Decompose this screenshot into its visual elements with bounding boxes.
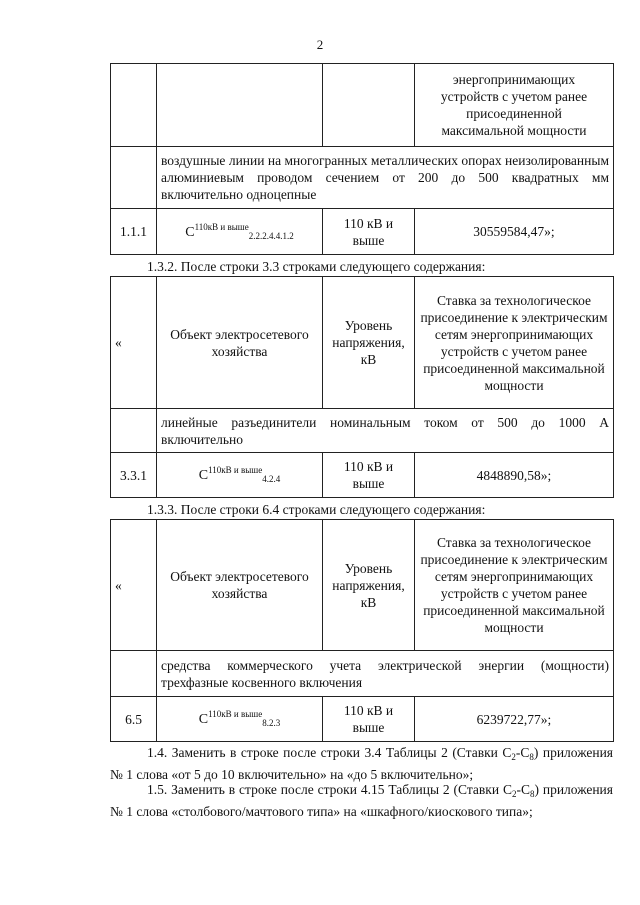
table-row xyxy=(111,209,614,255)
opening-quote: « xyxy=(111,520,157,651)
table-header-row xyxy=(111,64,614,147)
tariff-table-1 xyxy=(110,63,614,255)
rate-header: Ставка за технологическое присоединение к электрическим сетям энергопринимающих устройств с учетом ранее присоединенной максимальной мощности xyxy=(415,520,614,651)
voltage-level: 110 кВ и выше xyxy=(323,453,415,498)
row-number: 1.1.1 xyxy=(111,209,157,255)
section-text: воздушные линии на многогранных металлических опорах неизолированным алюминиевым проводом сечением от 200 до 500 квадратных мм включительно одноцепные xyxy=(157,147,614,209)
object-header: Объект электросетевого хозяйства xyxy=(157,520,323,651)
page-number: 2 xyxy=(316,37,324,52)
opening-quote: « xyxy=(111,277,157,409)
paragraph-1-4: 1.4. Заменить в строке после строки 3.4 Таблицы 2 (Ставки $С_2-С_8$) приложения № 1 слова «от 5 до 10 включительно» на «до 5 включительно»; xyxy=(110,745,613,782)
section-row xyxy=(111,147,614,209)
object-code: $С^{110кВ и выше}_{4.2.4}$ xyxy=(157,453,323,498)
object-code: $С^{110кВ и выше}_{8.2.3}$ xyxy=(157,697,323,742)
object-code: $С^{110кВ и выше}_{2.2.2.4.4.1.2}$ xyxy=(157,209,323,255)
table-row xyxy=(111,453,614,498)
table-row xyxy=(111,697,614,742)
rate-value: 4848890,58»; xyxy=(415,453,614,498)
paragraph-1-5: 1.5. Заменить в строке после строки 4.15 Таблицы 2 (Ставки $С_2-С_8$) приложения № 1 слова «столбового/мачтового типа» на «шкафного/киоскового типа»; xyxy=(110,782,613,819)
section-text: средства коммерческого учета электрической энергии (мощности) трехфазные косвенного включения xyxy=(157,651,614,697)
tariff-table-3 xyxy=(110,519,614,742)
voltage-header: Уровень напряжения, кВ xyxy=(323,520,415,651)
voltage-header: Уровень напряжения, кВ xyxy=(323,277,415,409)
rate-value: 6239722,77»; xyxy=(415,697,614,742)
row-number: 3.3.1 xyxy=(111,453,157,498)
rate-value: 30559584,47»; xyxy=(415,209,614,255)
table-header-row xyxy=(111,520,614,651)
rate-header: Ставка за технологическое присоединение к электрическим сетям энергопринимающих устройств с учетом ранее присоединенной максимальной мощности xyxy=(415,277,614,409)
section-row xyxy=(111,409,614,453)
voltage-level: 110 кВ и выше xyxy=(323,697,415,742)
section-row xyxy=(111,651,614,697)
section-text: линейные разъединители номинальным током от 500 до 1000 А включительно xyxy=(157,409,614,453)
rate-header-cell: энергопринимающих устройств с учетом ранее присоединенной максимальной мощности xyxy=(415,64,614,147)
paragraph-1-3-3: 1.3.3. После строки 6.4 строками следующего содержания: xyxy=(147,502,486,517)
table-header-row xyxy=(111,277,614,409)
tariff-table-2 xyxy=(110,276,614,498)
object-header: Объект электросетевого хозяйства xyxy=(157,277,323,409)
voltage-level: 110 кВ и выше xyxy=(323,209,415,255)
paragraph-1-3-2: 1.3.2. После строки 3.3 строками следующего содержания: xyxy=(147,259,486,274)
row-number: 6.5 xyxy=(111,697,157,742)
